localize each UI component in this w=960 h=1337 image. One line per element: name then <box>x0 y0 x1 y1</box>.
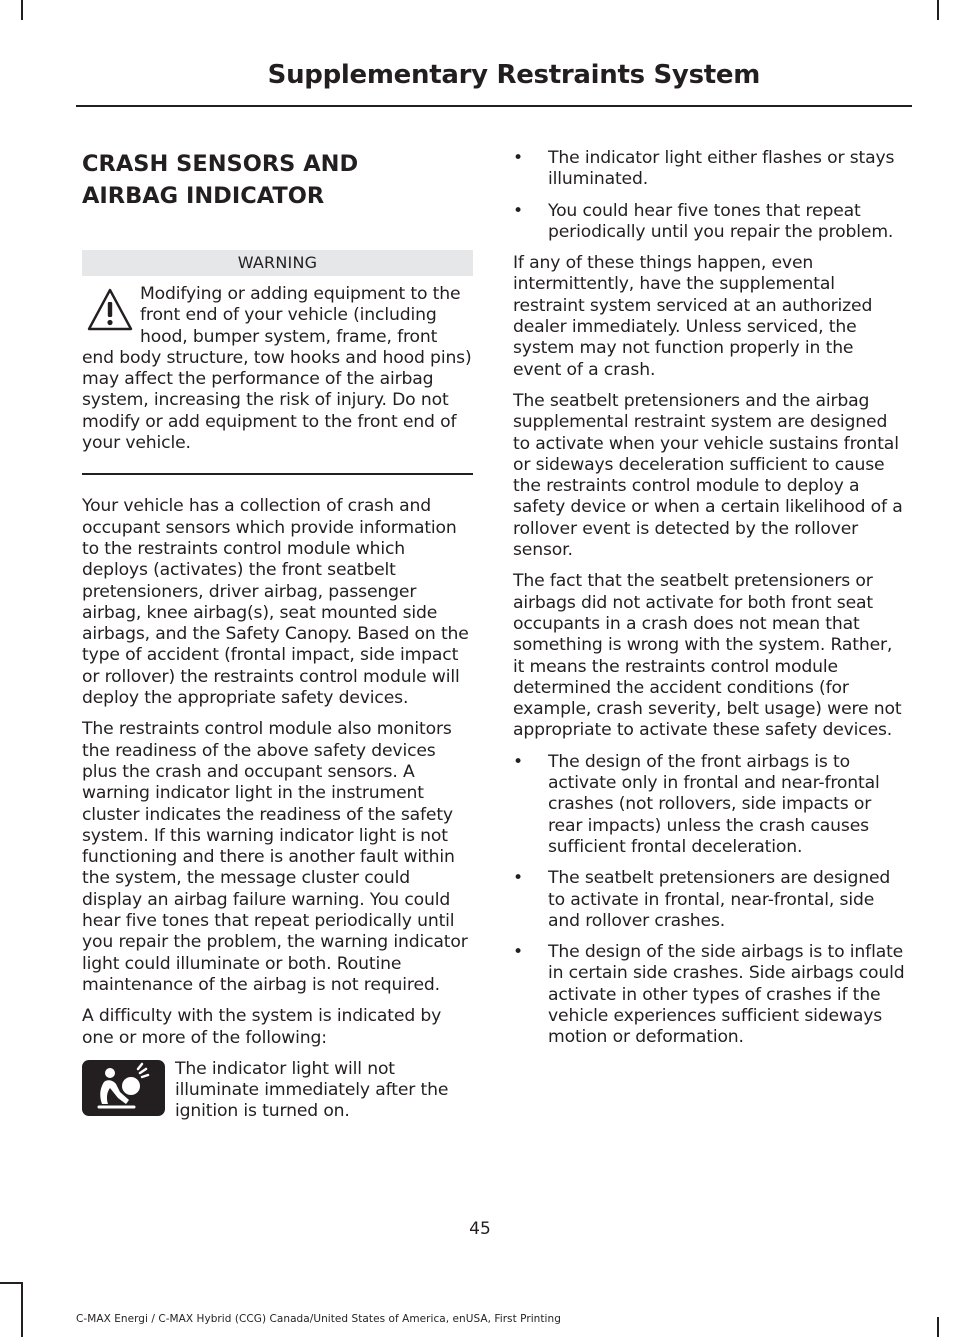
list-item <box>513 201 906 244</box>
crop-mark-top-left <box>21 0 23 20</box>
list-item-text: You could hear five tones that repeat periodically until you repair the problem. <box>548 200 894 242</box>
left-column <box>82 148 473 1123</box>
list-item-text: The indicator light either flashes or stays illuminated. <box>548 148 895 190</box>
crop-mark-bottom-left-h <box>0 1282 21 1284</box>
paragraph-sensors: Your vehicle has a collection of crash and occupant sensors which provide information to the restraints control module which deploys (activates) the front seatbelt pretensioners, driver airbag, passenger airbag, knee airbag(s), seat mounted side airbags, and the Safety Canopy. Based on the type of accident (frontal impact, side impact or rollover) the restraints control module will deploy the appropriate safety devices. <box>82 496 469 709</box>
crop-mark-bottom-left <box>21 1282 23 1337</box>
paragraph-monitoring: The restraints control module also monitors the readiness of the above safety devices plus the crash and occupant sensors. A warning indicator light in the instrument cluster indicates the readiness of the safety system. If this warning indicator light is not functioning and there is another fault within the system, the message cluster could display an airbag failure warning. You could hear five tones that repeat periodically until you repair the problem, the warning indicator light could illuminate or both. Routine maintenance of the airbag is not required. <box>82 719 468 995</box>
warning-box <box>82 250 473 475</box>
paragraph-difficulty: A difficulty with the system is indicated by one or more of the following: <box>82 1006 442 1048</box>
indicator-row <box>82 1059 473 1123</box>
bullet-symbol: • <box>513 751 523 772</box>
paragraph-non-activation: The fact that the seatbelt pretensioners or airbags did not activate for both front seat occupants in a crash does not mean that something is wrong with the system. Rather, it means the restraints control module determined the accident conditions (for example, crash severity, belt usage) were not appropriate to activate these safety devices. <box>513 571 902 741</box>
right-column <box>513 148 906 1059</box>
list-item-text: The seatbelt pretensioners are designed to activate in frontal, near-frontal, side and rollover crashes. <box>548 868 891 931</box>
bullet-list-bottom <box>513 752 906 1049</box>
bullet-list-top <box>513 148 906 243</box>
section-title <box>82 148 473 212</box>
section-title-line-1: CRASH SENSORS AND <box>82 151 359 177</box>
page-header-title: Supplementary Restraints System <box>267 60 760 90</box>
section-title-line-2: AIRBAG INDICATOR <box>82 183 325 209</box>
list-item <box>513 868 906 932</box>
list-item <box>513 148 906 191</box>
warning-text: Modifying or adding equipment to the front end of your vehicle (including hood, bumper system, frame, front end body structure, tow hooks and hood pins) may affect the performance of the airbag system, increasing the risk of injury. Do not modify or add equipment to the front end of your vehicle. <box>82 284 472 454</box>
page-number: 45 <box>469 1219 491 1239</box>
list-item <box>513 752 906 858</box>
header-rule <box>76 105 912 107</box>
list-item <box>513 942 906 1048</box>
list-item-text: The design of the side airbags is to inflate in certain side crashes. Side airbags could activate in other types of crashes if the vehicle experiences sufficient sideways motion or deformation. <box>548 942 905 1048</box>
warning-triangle-icon <box>86 286 134 334</box>
crop-mark-top-right <box>937 0 939 20</box>
bullet-symbol: • <box>513 868 523 889</box>
airbag-indicator-icon <box>82 1060 165 1116</box>
paragraph-activation: The seatbelt pretensioners and the airbag supplemental restraint system are designed to activate when your vehicle sustains frontal or sideways deceleration sufficient to cause the restraints control module to deploy a safety device or when a certain likelihood of a rollover event is detected by the rollover sensor. <box>513 390 903 561</box>
bullet-symbol: • <box>513 200 523 221</box>
list-item-text: The design of the front airbags is to activate only in frontal and near-frontal crashes (not rollovers, side impacts or rear impacts) unless the crash causes sufficient frontal deceleration. <box>548 751 880 857</box>
warning-label: WARNING <box>82 250 473 276</box>
warning-rule <box>82 473 473 475</box>
bullet-symbol: • <box>513 148 523 168</box>
footer-text: C-MAX Energi / C-MAX Hybrid (CCG) Canada/United States of America, enUSA, First Printing <box>76 1313 561 1325</box>
crop-mark-bottom-right <box>937 1317 939 1337</box>
paragraph-service: If any of these things happen, even intermittently, have the supplemental restraint system serviced at an authorized dealer immediately. Unless serviced, the system may not function properly in the event of a crash. <box>513 253 873 380</box>
indicator-text: The indicator light will not illuminate immediately after the ignition is turned on. <box>175 1058 449 1122</box>
warning-body <box>82 284 473 454</box>
bullet-symbol: • <box>513 942 523 963</box>
